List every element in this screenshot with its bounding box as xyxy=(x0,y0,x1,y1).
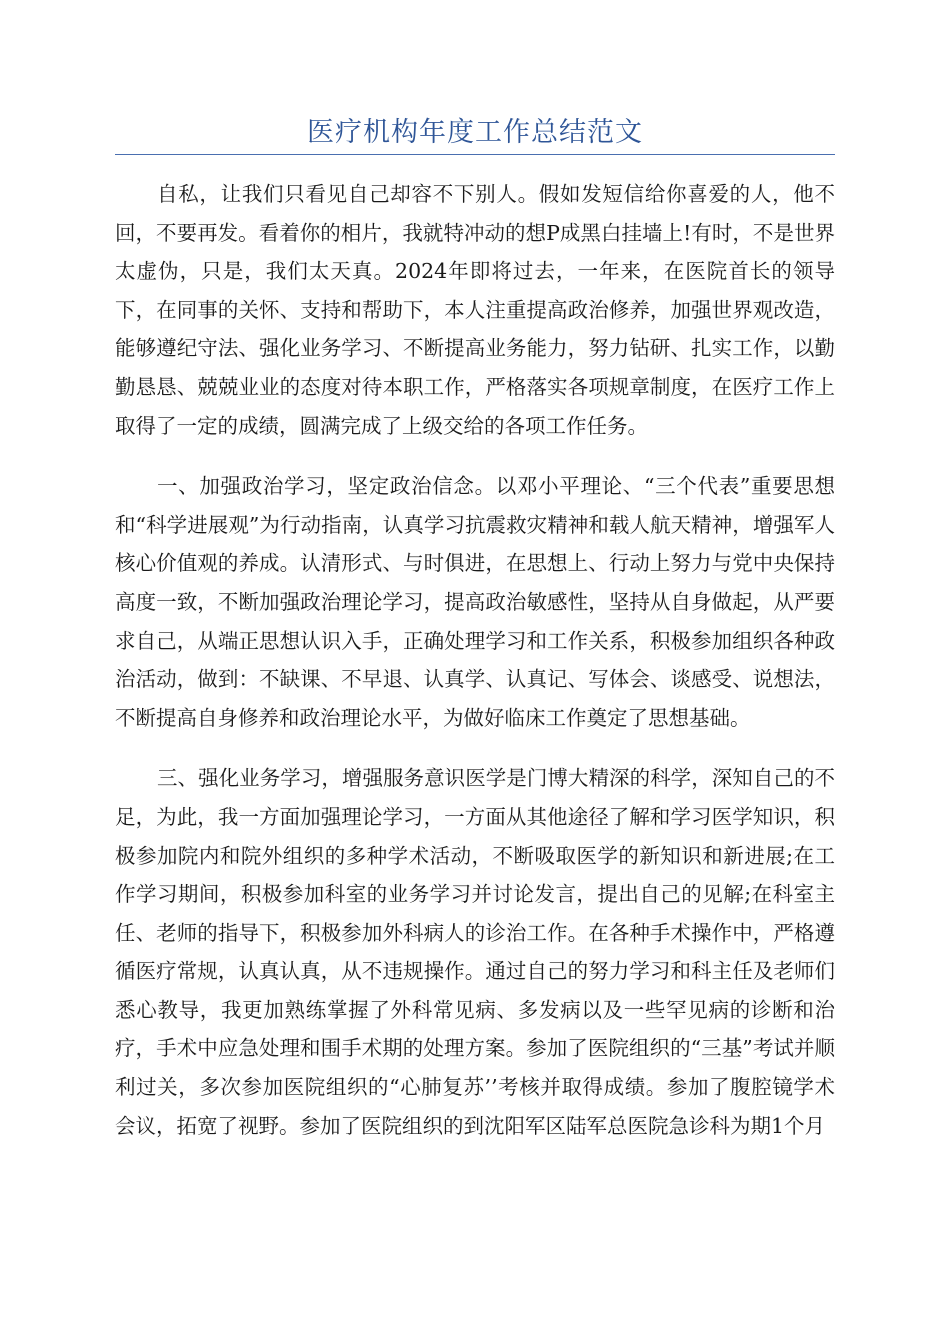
document-body xyxy=(115,175,835,1167)
paragraph-professional-study: 三、强化业务学习，增强服务意识医学是门博大精深的科学，深知自己的不足，为此，我一方面加强理论学习，一方面从其他途径了解和学习医学知识，积极参加院内和院外组织的多种学术活动，不断吸取医学的新知识和新进展;在工作学习期间，积极参加科室的业务学习并讨论发言，提出自己的见解;在科室主任、老师的指导下，积极参加外科病人的诊治工作。在各种手术操作中，严格遵循医疗常规，认真认真，从不违规操作。通过自己的努力学习和科主任及老师们悉心教导，我更加熟练掌握了外科常见病、多发病以及一些罕见病的诊断和治疗，手术中应急处理和围手术期的处理方案。参加了医院组织的“三基”考试并顺利过关，多次参加医院组织的“心肺复苏’’考核并取得成绩。参加了腹腔镜学术会议，拓宽了视野。参加了医院组织的到沈阳军区陆军总医院急诊科为期1个月 xyxy=(115,766,835,1138)
paragraph-political-study: 一、加强政治学习，坚定政治信念。以邓小平理论、“三个代表”重要思想和“科学进展观”为行动指南，认真学习抗震救灾精神和载人航天精神，增强军人核心价值观的养成。认清形式、与时俱进，在思想上、行动上努力与党中央保持高度一致，不断加强政治理论学习，提高政治敏感性，坚持从自身做起，从严要求自己，从端正思想认识入手，正确处理学习和工作关系，积极参加组织各种政治活动，做到：不缺课、不早退、认真学、认真记、写体会、谈感受、说想法，不断提高自身修养和政治理论水平，为做好临床工作奠定了思想基础。 xyxy=(115,474,835,730)
paragraph-intro: 自私，让我们只看见自己却容不下别人。假如发短信给你喜爱的人，他不回，不要再发。看着你的相片，我就特冲动的想P成黑白挂墙上!有时，不是世界太虚伪，只是，我们太天真。2024年即将过去，一年来，在医院首长的领导下，在同事的关怀、支持和帮助下，本人注重提高政治修养，加强世界观改造，能够遵纪守法、强化业务学习、不断提高业务能力，努力钻研、扎实工作，以勤勤恳恳、兢兢业业的态度对待本职工作，严格落实各项规章制度，在医疗工作上取得了一定的成绩，圆满完成了上级交给的各项工作任务。 xyxy=(115,182,835,438)
title-underline-divider xyxy=(115,154,835,155)
document-title: 医疗机构年度工作总结范文 xyxy=(307,117,643,148)
